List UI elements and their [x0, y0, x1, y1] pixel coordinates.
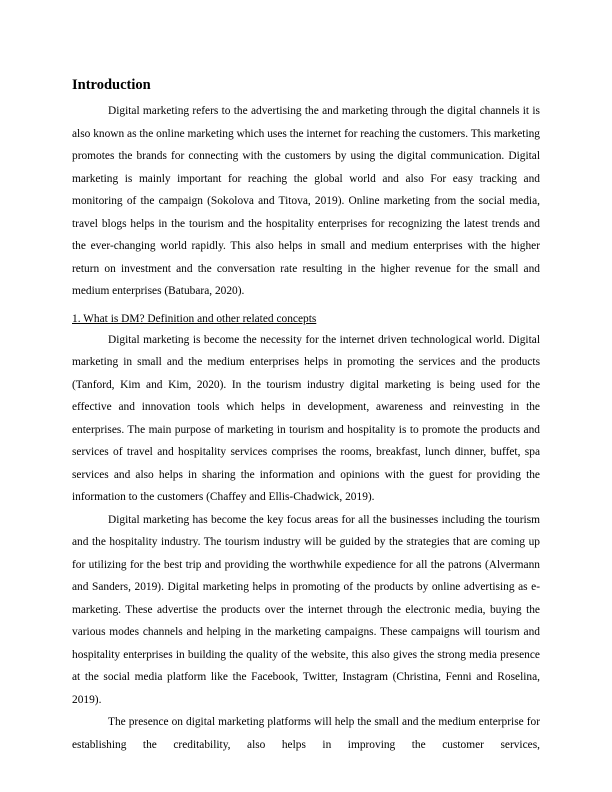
section-paragraph-3: The presence on digital marketing platforms will help the small and the medium enterprise for establishing the creditability, also helps in improving the customer services, [72, 716, 540, 751]
section-heading: 1. What is DM? Definition and other related concepts [72, 312, 317, 325]
document-body [72, 76, 540, 756]
intro-paragraph: Digital marketing refers to the advertising the and marketing through the digital channels it is also known as the online marketing which uses the internet for reaching the customers. This marketing promotes the brands for connecting with the customers by using the digital communication. Digital marketing is mainly important for reaching the global world and also For easy tracking and monitoring of the campaign (Sokolova and Titova, 2019). Online marketing from the social media, travel blogs helps in the tourism and the hospitality enterprises for recognizing the latest trends and the ever-changing world rapidly. This also helps in small and medium enterprises with the higher return on investment and the conversation rate resulting in the higher revenue for the small and medium enterprises (Batubara, 2020). [72, 105, 540, 297]
section-paragraph-1: Digital marketing is become the necessity for the internet driven technological world. Digital marketing in small and the medium enterprises helps in promoting the services and the products (Tanford, Kim and Kim, 2020). In the tourism industry digital marketing is being used for the effective and innovation tools which helps in development, awareness and reinvesting in the enterprises. The main purpose of marketing in tourism and hospitality is to promote the products and services of travel and hospitality services comprises the rooms, breakfast, lunch dinner, buffet, spa services and also helps in sharing the information and opinions with the guest for providing the information to the customers (Chaffey and Ellis-Chadwick, 2019). [72, 333, 540, 503]
introduction-heading: Introduction [72, 77, 151, 93]
section-paragraph-2: Digital marketing has become the key focus areas for all the businesses including the tourism and the hospitality industry. The tourism industry will be guided by the strategies that are coming up for utilizing for the best trip and providing the worthwhile expedience for all the patrons (Alvermann and Sanders, 2019). Digital marketing helps in promoting of the products by online advertising as e- marketing. These advertise the products over the internet through the electronic media, buying the various modes channels and helping in the marketing campaigns. These campaigns will tourism and hospitality enterprises in building the quality of the website, this also gives the strong media presence at the social media platform like the Facebook, Twitter, Instagram (Christina, Fenni and Roselina, 2019). [72, 513, 540, 706]
